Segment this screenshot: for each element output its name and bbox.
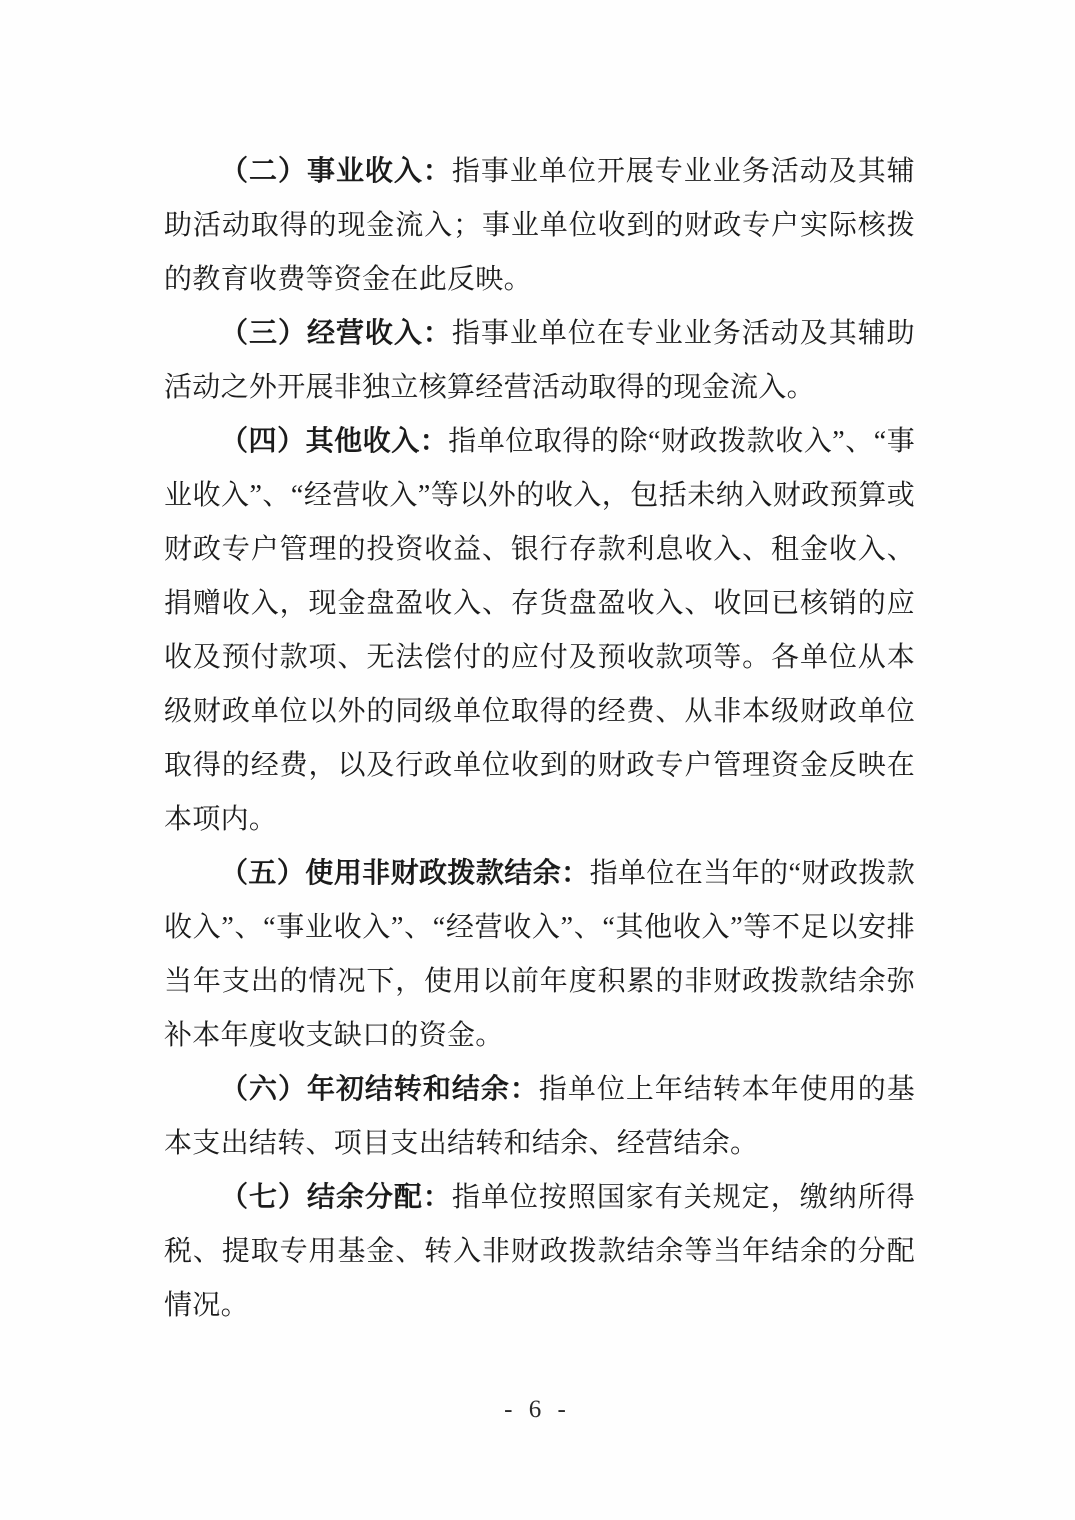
paragraph [164,415,915,847]
paragraph-body: 指单位上年结转本年使用的基本支出结转、项目支出结转和结余、经营结余。 [164,1074,915,1159]
paragraph-heading: （七）结余分配： [220,1182,452,1213]
paragraph-body: 指事业单位开展专业业务活动及其辅助活动取得的现金流入；事业单位收到的财政专户实际核拨的教育收费等资金在此反映。 [164,156,915,295]
paragraph-heading: （四）其他收入： [220,426,449,457]
page-number: - 6 - [504,1396,571,1423]
paragraph [164,847,915,1063]
document-body [164,145,915,1333]
paragraph [164,1171,915,1333]
paragraph [164,307,915,415]
paragraph-heading: （二）事业收入： [220,156,452,187]
paragraph-body: 指事业单位在专业业务活动及其辅助活动之外开展非独立核算经营活动取得的现金流入。 [164,318,915,403]
paragraph-body: 指单位按照国家有关规定，缴纳所得税、提取专用基金、转入非财政拨款结余等当年结余的分配情况。 [164,1182,915,1321]
paragraph-heading: （六）年初结转和结余： [220,1074,539,1105]
paragraph-heading: （三）经营收入： [220,318,452,349]
paragraph [164,1063,915,1171]
paragraph-body: 指单位在当年的“财政拨款收入”、“事业收入”、“经营收入”、“其他收入”等不足以安排当年支出的情况下，使用以前年度积累的非财政拨款结余弥补本年度收支缺口的资金。 [164,858,915,1051]
paragraph-body: 指单位取得的除“财政拨款收入”、“事业收入”、“经营收入”等以外的收入，包括未纳入财政预算或财政专户管理的投资收益、银行存款利息收入、租金收入、捐赠收入，现金盘盈收入、存货盘盈收入、收回已核销的应收及预付款项、无法偿付的应付及预收款项等。各单位从本级财政单位以外的同级单位取得的经费、从非本级财政单位取得的经费，以及行政单位收到的财政专户管理资金反映在本项内。 [164,426,915,835]
paragraph [164,145,915,307]
paragraph-heading: （五）使用非财政拨款结余： [220,858,590,889]
